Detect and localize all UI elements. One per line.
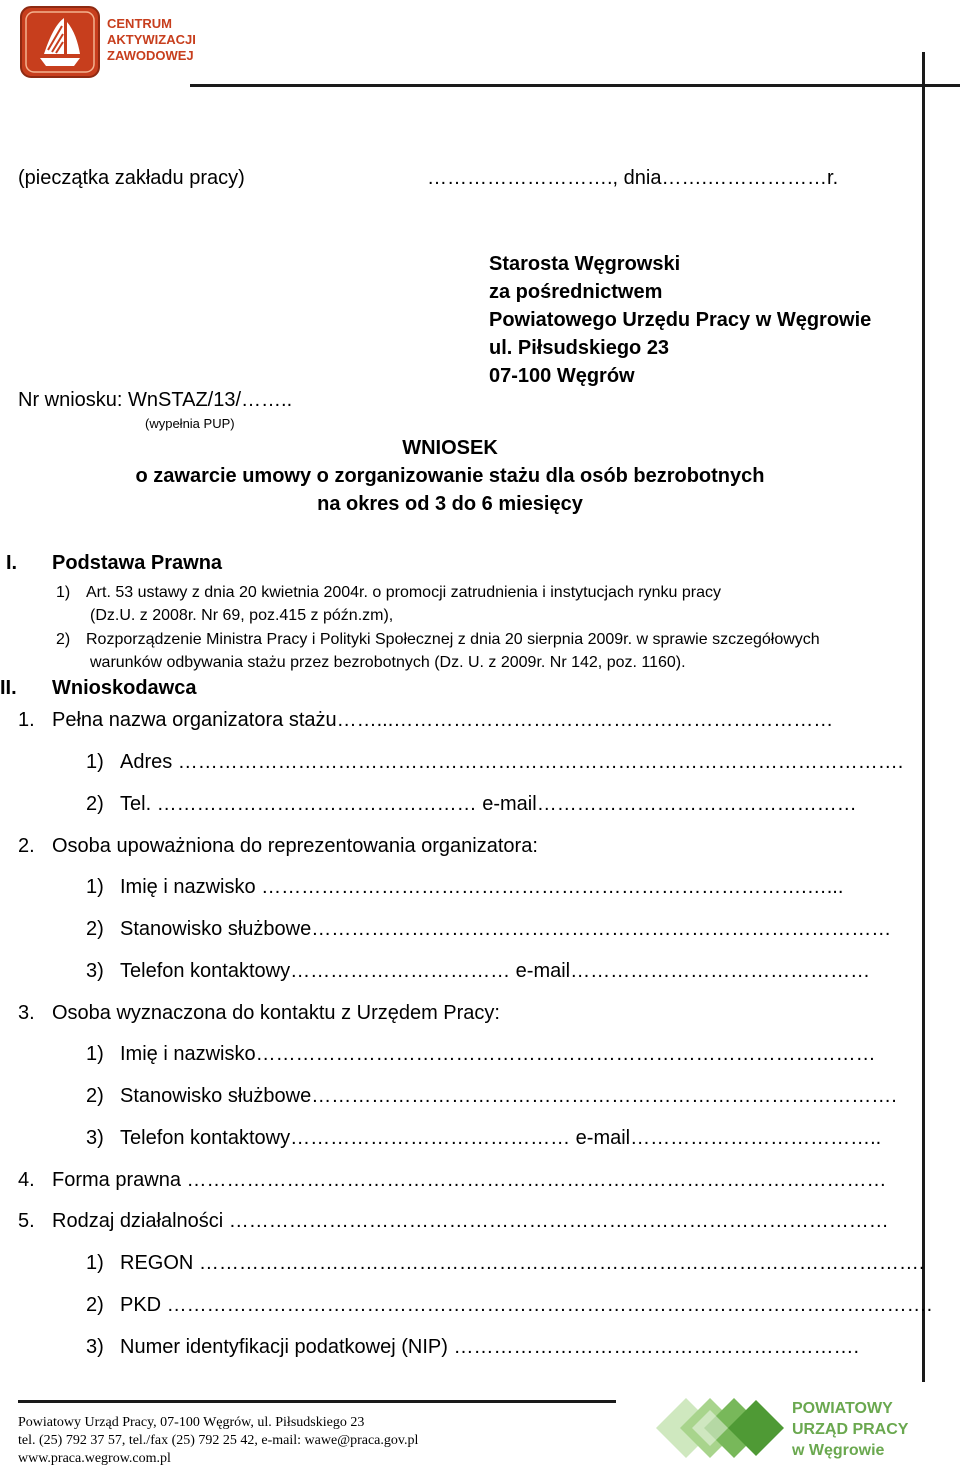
legal-form-field[interactable]: Forma prawna …………………………………………………………………………………………… bbox=[52, 1169, 887, 1191]
org-logo-text: CENTRUM AKTYWIZACJI ZAWODOWEJ bbox=[107, 16, 196, 63]
date-line[interactable]: ………………………., dnia…….………………r. bbox=[427, 167, 839, 189]
pup-logo bbox=[652, 1388, 787, 1466]
section-2-heading: Wnioskodawca bbox=[52, 677, 197, 699]
sailboat-icon bbox=[20, 6, 100, 78]
contact-name-field[interactable]: Imię i nazwisko………………………………………………………………………………… bbox=[120, 1043, 876, 1065]
field-3-3-number: 3) bbox=[86, 1127, 104, 1149]
footer-website-link[interactable]: www.praca.wegrow.com.pl bbox=[18, 1451, 171, 1466]
legal-basis-2-number: 2) bbox=[56, 631, 71, 648]
application-number-note: (wypełnia PUP) bbox=[145, 416, 235, 431]
representative-contact-field[interactable]: Telefon kontaktowy…………………………… e-mail……………………………………… bbox=[120, 960, 871, 982]
activity-type-field[interactable]: Rodzaj działalności ……………………………………………………………………………………… bbox=[52, 1210, 889, 1232]
contact-position-field[interactable]: Stanowisko służbowe……………………………………………………………………………. bbox=[120, 1085, 897, 1107]
contact-phone-email-field[interactable]: Telefon kontaktowy…………………………………… e-mail……………………………….. bbox=[120, 1127, 882, 1149]
org-logo bbox=[20, 6, 100, 78]
address-field[interactable]: Adres ………………………………………………………………………………………………. bbox=[120, 751, 904, 773]
footer-contact: tel. (25) 792 37 57, tel./fax (25) 792 25 42, e-mail: wawe@praca.gov.pl bbox=[18, 1433, 419, 1448]
field-4-number: 4. bbox=[18, 1169, 35, 1191]
pup-arrow-icon bbox=[652, 1388, 787, 1466]
pup-logo-text: POWIATOWY URZĄD PRACY w Węgrowie bbox=[792, 1400, 909, 1459]
representative-position-field[interactable]: Stanowisko służbowe…………………………………………………………………………… bbox=[120, 918, 892, 940]
regon-field[interactable]: REGON ………………………………………………………………………………………………. bbox=[120, 1252, 925, 1274]
field-1-2-number: 2) bbox=[86, 793, 104, 815]
addressee-block: Starosta Węgrowski za pośrednictwem Powiatowego Urzędu Pracy w Węgrowie ul. Piłsudskiego 23 07-100 Węgrów bbox=[489, 253, 872, 387]
side-rule bbox=[922, 52, 925, 1382]
phone-email-field[interactable]: Tel. ………………………………………… e-mail………………………………………… bbox=[120, 793, 857, 815]
footer-address: Powiatowy Urząd Pracy, 07-100 Węgrów, ul. Piłsudskiego 23 tel. (25) 792 37 57, tel./fax (25) 792 25 42, e-mail: wawe@praca.gov.pl www.praca.wegrow.com.pl bbox=[18, 1415, 419, 1466]
stamp-label: (pieczątka zakładu pracy) bbox=[18, 167, 245, 189]
legal-basis-1-line1: Art. 53 ustawy z dnia 20 kwietnia 2004r. o promocji zatrudnienia i instytucjach rynku pracy bbox=[86, 584, 721, 601]
field-5-3-number: 3) bbox=[86, 1336, 104, 1358]
field-3-2-number: 2) bbox=[86, 1085, 104, 1107]
legal-basis-1-line2: (Dz.U. z 2008r. Nr 69, poz.415 z późn.zm), bbox=[90, 607, 394, 624]
field-2-2-number: 2) bbox=[86, 918, 104, 940]
application-number[interactable]: Nr wniosku: WnSTAZ/13/…….. bbox=[18, 389, 293, 411]
field-1-number: 1. bbox=[18, 709, 35, 731]
section-1-heading: Podstawa Prawna bbox=[52, 552, 223, 574]
field-2-3-number: 3) bbox=[86, 960, 104, 982]
field-3-1-number: 1) bbox=[86, 1043, 104, 1065]
header-rule bbox=[190, 84, 960, 87]
field-5-1-number: 1) bbox=[86, 1252, 104, 1274]
organizer-name-field[interactable]: Pełna nazwa organizatora stażu……...………………………………………………………… bbox=[52, 709, 834, 731]
field-5-2-number: 2) bbox=[86, 1294, 104, 1316]
legal-basis-2-line1: Rozporządzenie Ministra Pracy i Polityki Społecznej z dnia 20 sierpnia 2009r. w sprawie szczegółowych bbox=[86, 631, 820, 648]
footer-rule bbox=[18, 1400, 616, 1403]
representative-name-field[interactable]: Imię i nazwisko ……………………………………………………………………….…... bbox=[120, 876, 844, 898]
field-1-1-number: 1) bbox=[86, 751, 104, 773]
field-3-number: 3. bbox=[18, 1002, 35, 1024]
field-2-1-number: 1) bbox=[86, 876, 104, 898]
legal-basis-2-line2: warunków odbywania stażu przez bezrobotnych (Dz. U. z 2009r. Nr 142, poz. 1160). bbox=[90, 654, 686, 671]
section-2-number: II. bbox=[0, 677, 17, 699]
contact-person-heading: Osoba wyznaczona do kontaktu z Urzędem Pracy: bbox=[52, 1002, 500, 1024]
section-1-number: I. bbox=[6, 552, 18, 574]
representative-heading: Osoba upoważniona do reprezentowania organizatora: bbox=[52, 835, 538, 857]
legal-basis-1-number: 1) bbox=[56, 584, 71, 601]
field-2-number: 2. bbox=[18, 835, 35, 857]
nip-field[interactable]: Numer identyfikacji podatkowej (NIP) ……………………………………………………. bbox=[120, 1336, 860, 1358]
document-title: WNIOSEK o zawarcie umowy o zorganizowanie stażu dla osób bezrobotnych na okres od 3 do 6 miesięcy bbox=[135, 437, 765, 515]
pkd-field[interactable]: PKD ……………………………………………………………………………………………………. bbox=[120, 1294, 933, 1316]
field-5-number: 5. bbox=[18, 1210, 35, 1232]
